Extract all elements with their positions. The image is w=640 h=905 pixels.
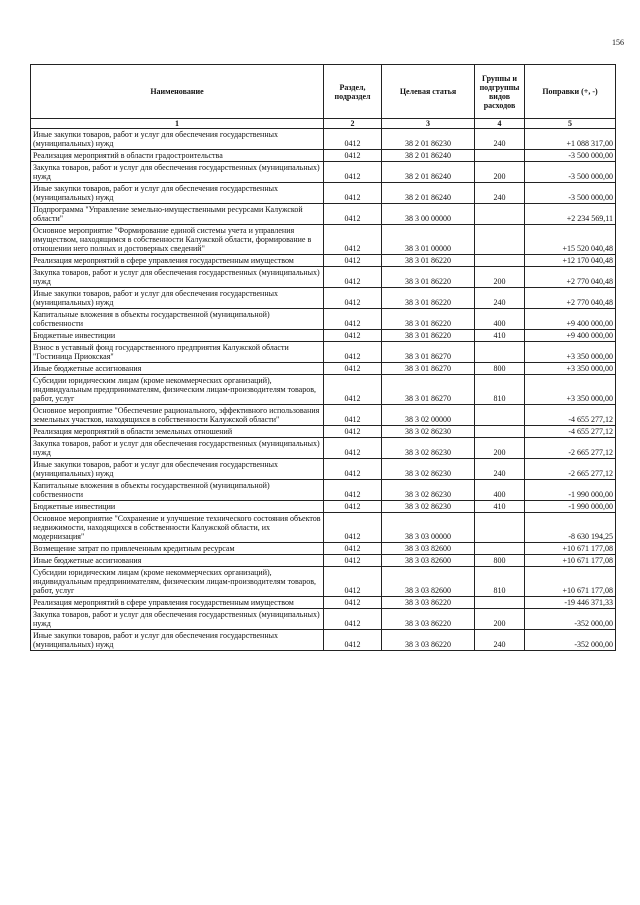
column-number: 3	[382, 119, 475, 129]
cell-target: 38 3 01 00000	[382, 225, 475, 255]
table-row	[31, 255, 616, 267]
cell-target: 38 3 01 86270	[382, 375, 475, 405]
cell-name: Основное мероприятие "Обеспечение рационального, эффективного использования земельных участков, находящихся в собственности Калужской области"	[31, 405, 324, 426]
header-amount: Поправки (+, -)	[525, 65, 616, 119]
cell-name: Субсидии юридическим лицам (кроме некоммерческих организаций), индивидуальным предпринимателям, физическим лицам-производителям товаров, работ, услуг	[31, 375, 324, 405]
cell-amount: +3 350 000,00	[525, 363, 616, 375]
table-row	[31, 204, 616, 225]
cell-section: 0412	[324, 255, 382, 267]
cell-name: Иные закупки товаров, работ и услуг для обеспечения государственных (муниципальных) нужд	[31, 129, 324, 150]
cell-group: 410	[475, 501, 525, 513]
cell-group: 810	[475, 375, 525, 405]
table-row	[31, 426, 616, 438]
cell-name: Закупка товаров, работ и услуг для обеспечения государственных (муниципальных) нужд	[31, 162, 324, 183]
cell-name: Закупка товаров, работ и услуг для обеспечения государственных (муниципальных) нужд	[31, 609, 324, 630]
cell-name: Основное мероприятие "Формирование единой системы учета и управления имуществом, находящимся в собственности Калужской области, формирование в отношении него полных и достоверных сведений"	[31, 225, 324, 255]
cell-amount: -4 655 277,12	[525, 405, 616, 426]
cell-target: 38 3 03 82600	[382, 567, 475, 597]
table-row	[31, 363, 616, 375]
cell-section: 0412	[324, 567, 382, 597]
cell-group: 200	[475, 267, 525, 288]
cell-name: Бюджетные инвестиции	[31, 330, 324, 342]
cell-section: 0412	[324, 330, 382, 342]
cell-group	[475, 543, 525, 555]
cell-section: 0412	[324, 543, 382, 555]
table-row	[31, 501, 616, 513]
cell-amount: -352 000,00	[525, 630, 616, 651]
cell-section: 0412	[324, 405, 382, 426]
table-row	[31, 555, 616, 567]
cell-group	[475, 513, 525, 543]
cell-group: 200	[475, 438, 525, 459]
table-row	[31, 183, 616, 204]
cell-name: Бюджетные инвестиции	[31, 501, 324, 513]
table-row	[31, 480, 616, 501]
cell-group	[475, 225, 525, 255]
cell-section: 0412	[324, 150, 382, 162]
cell-amount: +3 350 000,00	[525, 342, 616, 363]
cell-name: Иные бюджетные ассигнования	[31, 555, 324, 567]
cell-group: 240	[475, 183, 525, 204]
cell-target: 38 3 01 86220	[382, 267, 475, 288]
cell-target: 38 3 02 86230	[382, 459, 475, 480]
cell-amount: +15 520 040,48	[525, 225, 616, 255]
cell-name: Иные бюджетные ассигнования	[31, 363, 324, 375]
cell-name: Реализация мероприятий в сфере управления государственным имуществом	[31, 597, 324, 609]
table-row	[31, 375, 616, 405]
cell-target: 38 3 01 86270	[382, 363, 475, 375]
cell-name: Реализация мероприятий в сфере управления государственным имуществом	[31, 255, 324, 267]
cell-target: 38 3 02 86230	[382, 426, 475, 438]
table-row	[31, 267, 616, 288]
cell-group	[475, 597, 525, 609]
table-row	[31, 459, 616, 480]
cell-target: 38 3 01 86220	[382, 255, 475, 267]
cell-amount: -2 665 277,12	[525, 459, 616, 480]
cell-section: 0412	[324, 426, 382, 438]
cell-amount: -4 655 277,12	[525, 426, 616, 438]
column-number: 1	[31, 119, 324, 129]
cell-amount: +9 400 000,00	[525, 330, 616, 342]
cell-group	[475, 204, 525, 225]
cell-amount: -3 500 000,00	[525, 162, 616, 183]
table-row	[31, 543, 616, 555]
cell-section: 0412	[324, 597, 382, 609]
cell-section: 0412	[324, 129, 382, 150]
cell-group: 240	[475, 288, 525, 309]
cell-target: 38 3 01 86270	[382, 342, 475, 363]
cell-name: Капитальные вложения в объекты государственной (муниципальной) собственности	[31, 309, 324, 330]
cell-group: 810	[475, 567, 525, 597]
cell-amount: +2 770 040,48	[525, 288, 616, 309]
cell-target: 38 3 03 82600	[382, 555, 475, 567]
cell-amount: +3 350 000,00	[525, 375, 616, 405]
page-number: 156	[612, 38, 624, 47]
cell-amount: +2 770 040,48	[525, 267, 616, 288]
cell-name: Иные закупки товаров, работ и услуг для обеспечения государственных (муниципальных) нужд	[31, 288, 324, 309]
cell-amount: -1 990 000,00	[525, 480, 616, 501]
cell-group: 800	[475, 363, 525, 375]
cell-amount: +12 170 040,48	[525, 255, 616, 267]
table-row	[31, 288, 616, 309]
table-row	[31, 567, 616, 597]
cell-target: 38 2 01 86230	[382, 129, 475, 150]
cell-group: 240	[475, 630, 525, 651]
cell-name: Иные закупки товаров, работ и услуг для обеспечения государственных (муниципальных) нужд	[31, 630, 324, 651]
cell-group: 400	[475, 309, 525, 330]
cell-group: 200	[475, 162, 525, 183]
cell-section: 0412	[324, 204, 382, 225]
cell-section: 0412	[324, 225, 382, 255]
cell-name: Подпрограмма "Управление земельно-имущественными ресурсами Калужской области"	[31, 204, 324, 225]
cell-target: 38 3 02 86230	[382, 438, 475, 459]
cell-amount: -1 990 000,00	[525, 501, 616, 513]
cell-target: 38 3 02 86230	[382, 501, 475, 513]
cell-name: Основное мероприятие "Сохранение и улучшение технического состояния объектов недвижимости, находящихся в собственности Калужской области, их модернизация"	[31, 513, 324, 543]
table-row	[31, 225, 616, 255]
cell-name: Возмещение затрат по привлеченным кредитным ресурсам	[31, 543, 324, 555]
table-row	[31, 330, 616, 342]
cell-section: 0412	[324, 183, 382, 204]
cell-target: 38 3 00 00000	[382, 204, 475, 225]
cell-amount: -3 500 000,00	[525, 183, 616, 204]
table-row	[31, 342, 616, 363]
cell-group: 240	[475, 459, 525, 480]
cell-section: 0412	[324, 630, 382, 651]
cell-name: Реализация мероприятий в области земельных отношений	[31, 426, 324, 438]
cell-target: 38 3 03 86220	[382, 597, 475, 609]
cell-target: 38 3 01 86220	[382, 288, 475, 309]
cell-section: 0412	[324, 375, 382, 405]
table-row	[31, 129, 616, 150]
cell-target: 38 3 03 86220	[382, 609, 475, 630]
cell-amount: -2 665 277,12	[525, 438, 616, 459]
cell-target: 38 3 01 86220	[382, 330, 475, 342]
cell-amount: +1 088 317,00	[525, 129, 616, 150]
table-row	[31, 609, 616, 630]
cell-section: 0412	[324, 438, 382, 459]
cell-target: 38 2 01 86240	[382, 150, 475, 162]
table-row	[31, 597, 616, 609]
cell-amount: -352 000,00	[525, 609, 616, 630]
cell-group: 800	[475, 555, 525, 567]
cell-amount: +10 671 177,08	[525, 543, 616, 555]
cell-section: 0412	[324, 555, 382, 567]
table-row	[31, 630, 616, 651]
cell-name: Реализация мероприятий в области градостроительства	[31, 150, 324, 162]
cell-amount: +2 234 569,11	[525, 204, 616, 225]
column-number: 2	[324, 119, 382, 129]
cell-amount: +10 671 177,08	[525, 567, 616, 597]
cell-amount: -19 446 371,33	[525, 597, 616, 609]
column-number: 4	[475, 119, 525, 129]
cell-section: 0412	[324, 162, 382, 183]
cell-target: 38 3 03 00000	[382, 513, 475, 543]
cell-group: 410	[475, 330, 525, 342]
cell-group	[475, 342, 525, 363]
header-row	[31, 65, 616, 119]
cell-target: 38 3 03 86220	[382, 630, 475, 651]
header-group: Группы и подгруппы видов расходов	[475, 65, 525, 119]
cell-section: 0412	[324, 609, 382, 630]
cell-group	[475, 150, 525, 162]
cell-section: 0412	[324, 267, 382, 288]
cell-name: Закупка товаров, работ и услуг для обеспечения государственных (муниципальных) нужд	[31, 267, 324, 288]
cell-group: 400	[475, 480, 525, 501]
cell-section: 0412	[324, 459, 382, 480]
header-name: Наименование	[31, 65, 324, 119]
cell-section: 0412	[324, 363, 382, 375]
cell-section: 0412	[324, 288, 382, 309]
cell-group: 200	[475, 609, 525, 630]
cell-name: Капитальные вложения в объекты государственной (муниципальной) собственности	[31, 480, 324, 501]
cell-section: 0412	[324, 309, 382, 330]
cell-section: 0412	[324, 513, 382, 543]
table-row	[31, 309, 616, 330]
cell-name: Закупка товаров, работ и услуг для обеспечения государственных (муниципальных) нужд	[31, 438, 324, 459]
cell-amount: +9 400 000,00	[525, 309, 616, 330]
table-row	[31, 150, 616, 162]
cell-target: 38 3 03 82600	[382, 543, 475, 555]
cell-section: 0412	[324, 501, 382, 513]
column-number: 5	[525, 119, 616, 129]
cell-group: 240	[475, 129, 525, 150]
table-row	[31, 405, 616, 426]
cell-name: Иные закупки товаров, работ и услуг для обеспечения государственных (муниципальных) нужд	[31, 183, 324, 204]
cell-amount: -3 500 000,00	[525, 150, 616, 162]
column-number-row	[31, 119, 616, 129]
table-body	[31, 129, 616, 651]
cell-name: Субсидии юридическим лицам (кроме некоммерческих организаций), индивидуальным предпринимателям, физическим лицам-производителям товаров, работ, услуг	[31, 567, 324, 597]
header-target: Целевая статья	[382, 65, 475, 119]
cell-name: Иные закупки товаров, работ и услуг для обеспечения государственных (муниципальных) нужд	[31, 459, 324, 480]
cell-section: 0412	[324, 342, 382, 363]
cell-target: 38 3 01 86220	[382, 309, 475, 330]
table-row	[31, 513, 616, 543]
cell-group	[475, 405, 525, 426]
cell-amount: -8 630 194,25	[525, 513, 616, 543]
cell-name: Взнос в уставный фонд государственного предприятия Калужской области "Гостиница Приокская"	[31, 342, 324, 363]
cell-amount: +10 671 177,08	[525, 555, 616, 567]
cell-group	[475, 255, 525, 267]
cell-section: 0412	[324, 480, 382, 501]
budget-amendments-table	[30, 64, 616, 651]
cell-target: 38 3 02 86230	[382, 480, 475, 501]
header-section: Раздел, подраздел	[324, 65, 382, 119]
cell-group	[475, 426, 525, 438]
cell-target: 38 2 01 86240	[382, 162, 475, 183]
cell-target: 38 2 01 86240	[382, 183, 475, 204]
table-row	[31, 438, 616, 459]
table-row	[31, 162, 616, 183]
cell-target: 38 3 02 00000	[382, 405, 475, 426]
